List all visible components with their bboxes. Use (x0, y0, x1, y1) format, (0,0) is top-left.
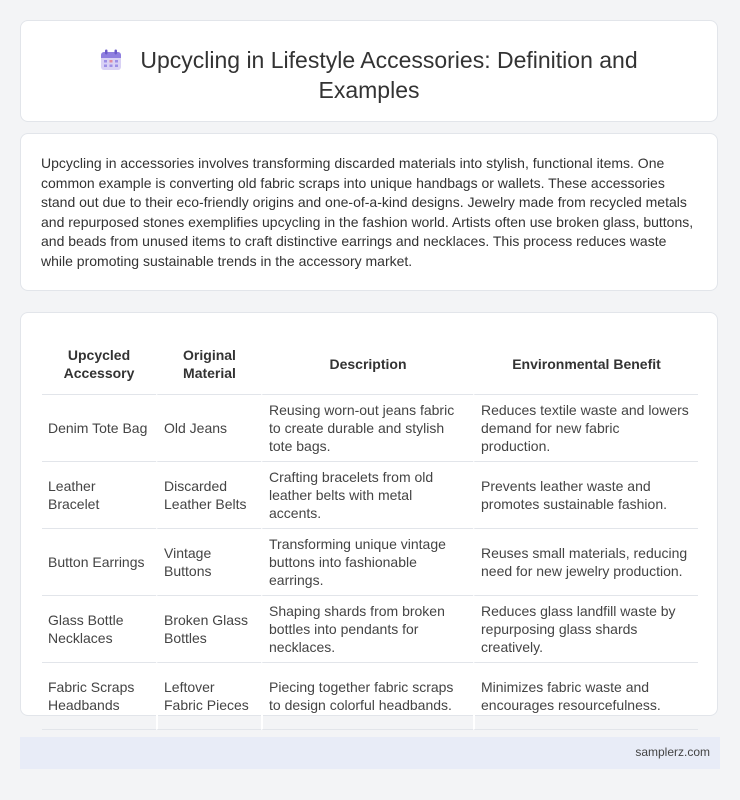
table-cell: Piecing together fabric scraps to design colorful headbands. (261, 663, 473, 730)
column-header: Upcycled Accessory (42, 333, 156, 395)
table-cell: Reduces glass landfill waste by repurposing glass shards creatively. (473, 596, 698, 663)
table-cell: Reduces textile waste and lowers demand for new fabric production. (473, 395, 698, 462)
table-card (20, 312, 718, 716)
table-cell: Vintage Buttons (156, 529, 261, 596)
table-cell: Reuses small materials, reducing need for new jewelry production. (473, 529, 698, 596)
column-header: Description (261, 333, 473, 395)
table-cell: Denim Tote Bag (42, 395, 156, 462)
title-card (20, 20, 718, 122)
table-cell: Discarded Leather Belts (156, 462, 261, 529)
intro-card (20, 133, 718, 291)
intro-paragraph: Upcycling in accessories involves transforming discarded materials into stylish, functional items. One common example is converting old fabric scraps into unique handbags or wallets. These accessories stand out due to their eco-friendly origins and one-of-a-kind designs. Jewelry made from recycled metals and repurposed stones exemplifies upcycling in the fashion world. Artists often use broken glass, buttons, and beads from unused items to craft distinctive earrings and necklaces. This process reduces waste while promoting sustainable trends in the accessory market. (41, 155, 694, 269)
table-row (42, 462, 698, 529)
table-cell: Leather Bracelet (42, 462, 156, 529)
table-cell: Button Earrings (42, 529, 156, 596)
page-title (21, 21, 717, 105)
table-cell: Leftover Fabric Pieces (156, 663, 261, 730)
table-cell: Crafting bracelets from old leather belts with metal accents. (261, 462, 473, 529)
table-cell: Glass Bottle Necklaces (42, 596, 156, 663)
table-row (42, 596, 698, 663)
column-header: Original Material (156, 333, 261, 395)
table-cell: Broken Glass Bottles (156, 596, 261, 663)
accessories-table (42, 333, 698, 730)
table-cell: Old Jeans (156, 395, 261, 462)
footer-link[interactable]: samplerz.com (635, 745, 710, 759)
column-header: Environmental Benefit (473, 333, 698, 395)
table-cell: Prevents leather waste and promotes sustainable fashion. (473, 462, 698, 529)
table-cell: Reusing worn-out jeans fabric to create durable and stylish tote bags. (261, 395, 473, 462)
page-title-text: Upcycling in Lifestyle Accessories: Definition and Examples (140, 47, 638, 103)
table-cell: Minimizes fabric waste and encourages resourcefulness. (473, 663, 698, 730)
table-cell: Transforming unique vintage buttons into fashionable earrings. (261, 529, 473, 596)
table-header-row (42, 333, 698, 395)
calendar-icon (100, 48, 122, 70)
table-cell: Shaping shards from broken bottles into pendants for necklaces. (261, 596, 473, 663)
table-row (42, 663, 698, 730)
footer-bar (20, 737, 720, 769)
table-cell: Fabric Scraps Headbands (42, 663, 156, 730)
table-row (42, 395, 698, 462)
table-row (42, 529, 698, 596)
